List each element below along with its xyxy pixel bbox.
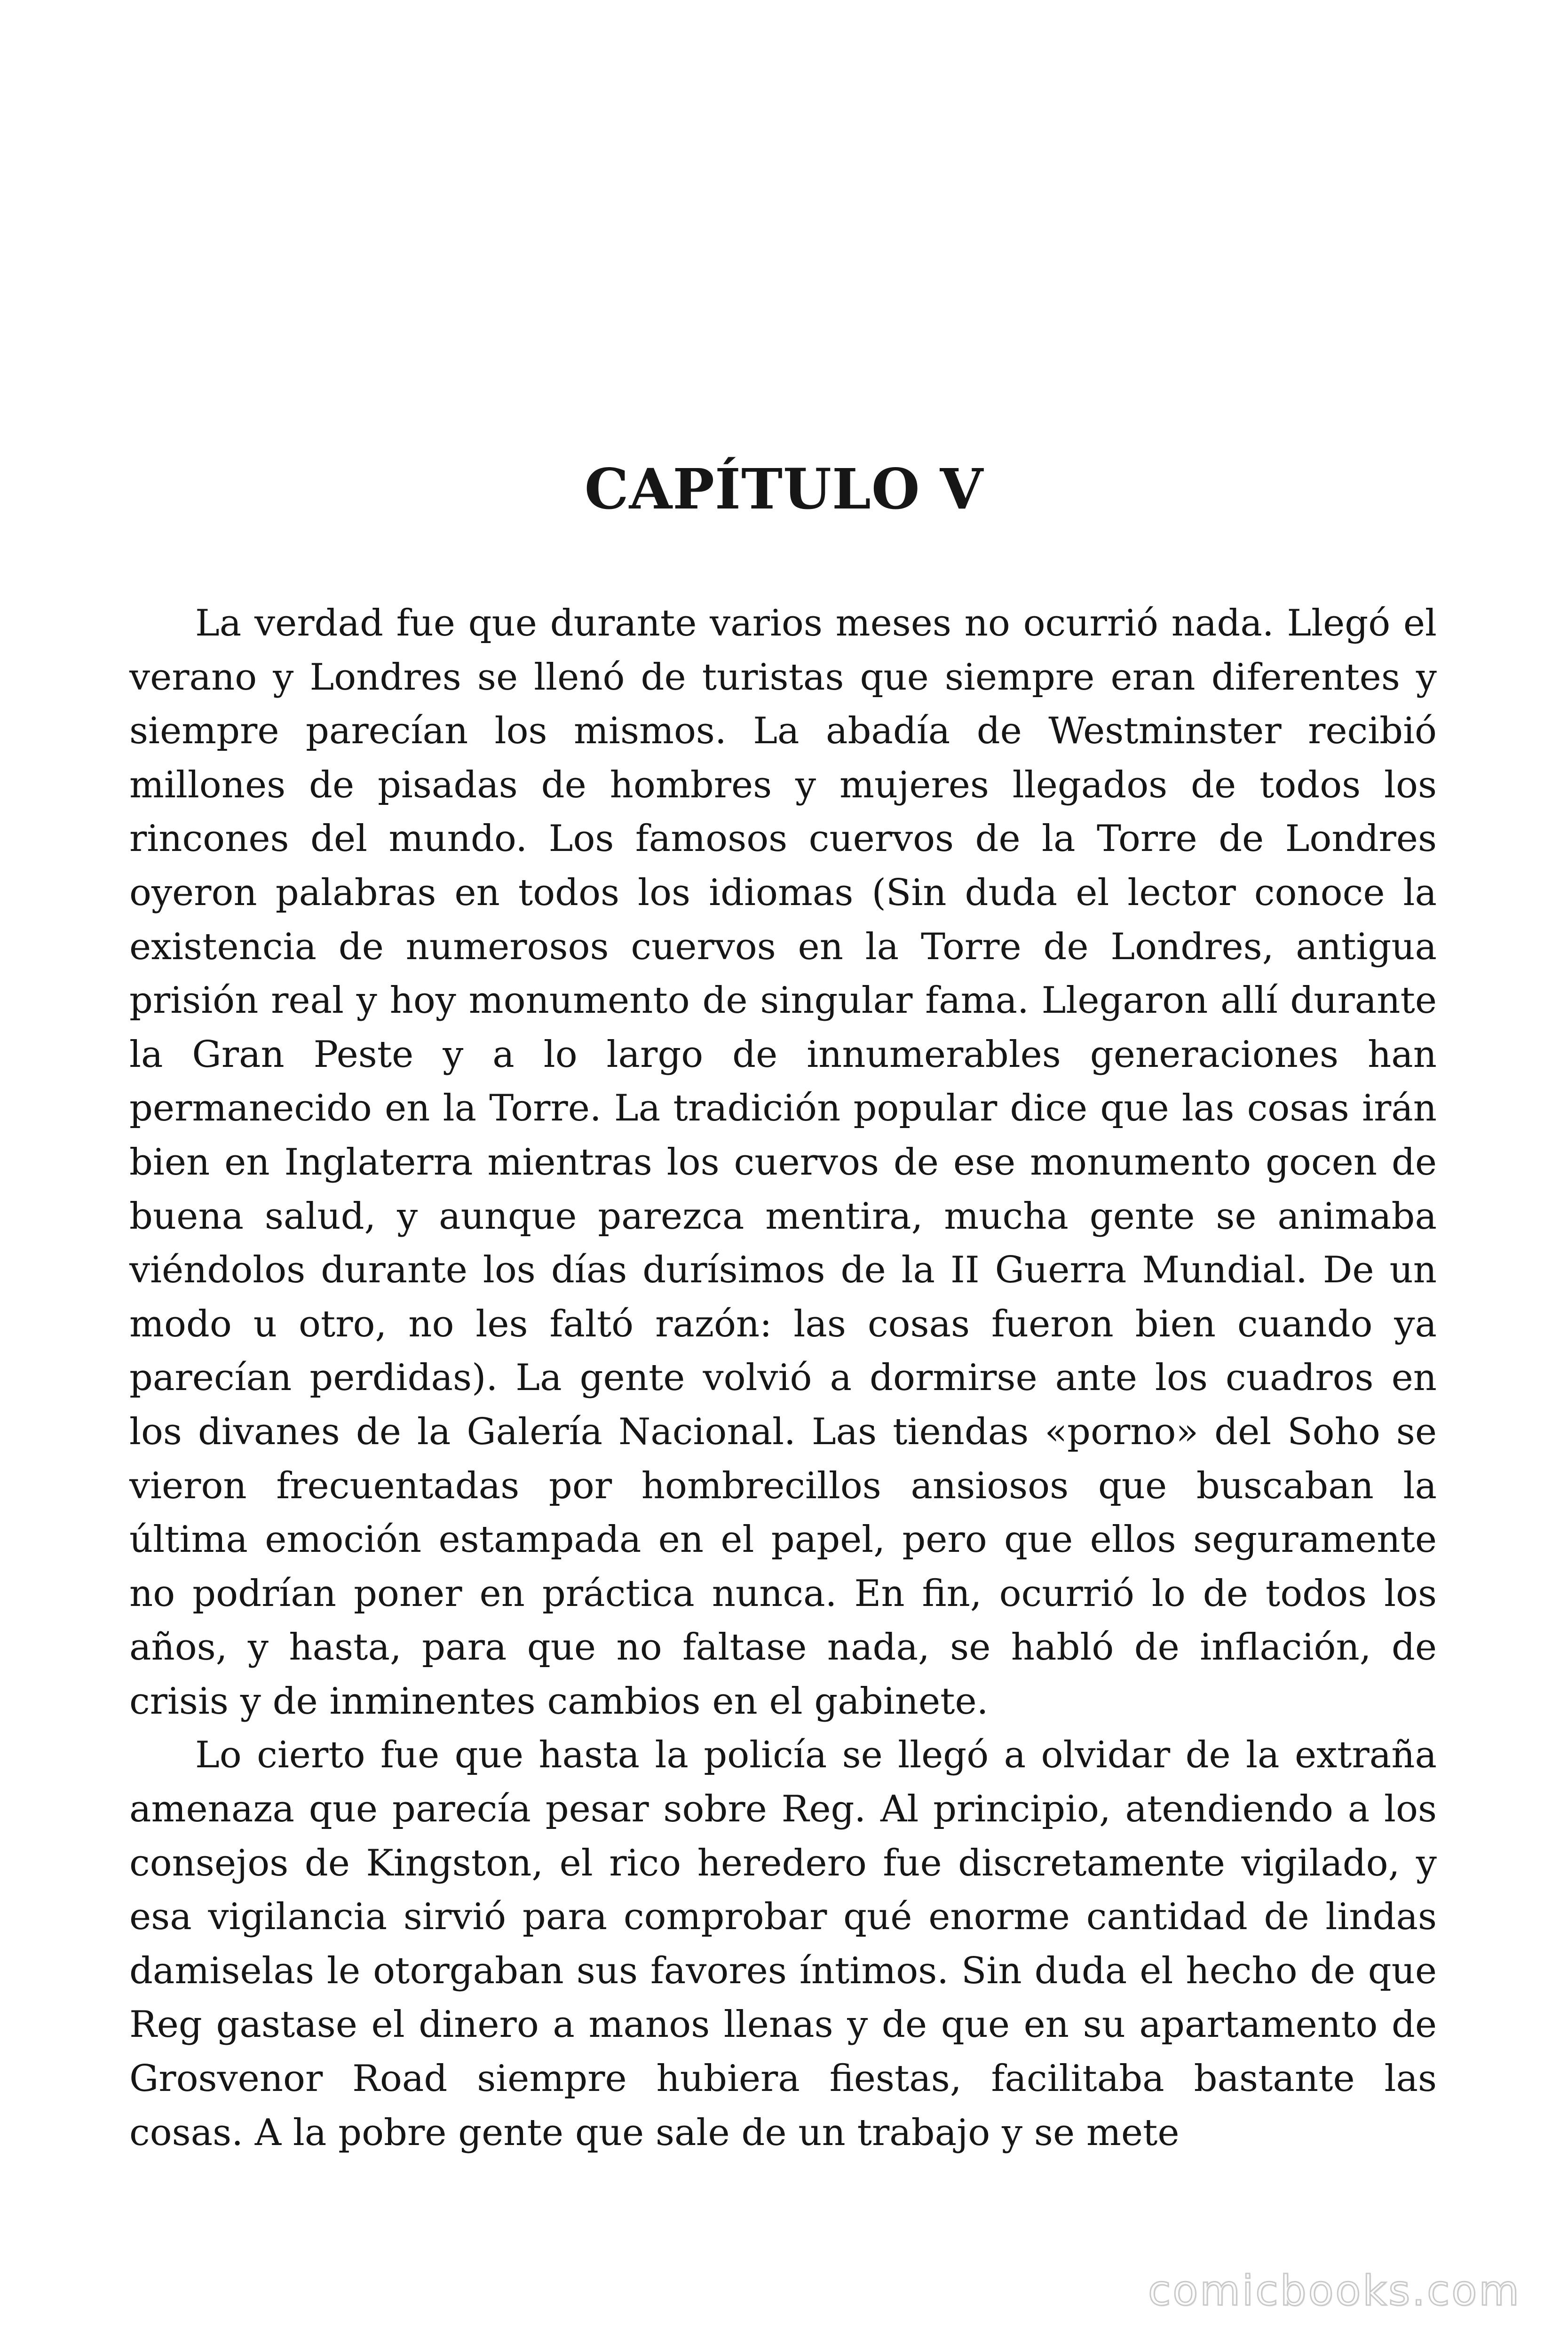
chapter-body bbox=[129, 596, 1437, 2160]
chapter-title: CAPÍTULO V bbox=[584, 456, 984, 522]
watermark: comicbooks.com bbox=[1148, 2266, 1521, 2315]
paragraph-1: La verdad fue que durante varios meses no ocurrió nada. Llegó el verano y Londres se llenó de turistas que siempre eran diferentes y siempre parecían los mismos. La abadía de Westminster recibió millones de pisadas de hombres y mujeres llegados de todos los rincones del mundo. Los famosos cuervos de la Torre de Londres oyeron palabras en todos los idiomas (Sin duda el lector conoce la existencia de numerosos cuervos en la Torre de Londres, antigua prisión real y hoy monumento de singular fama. Llegaron allí durante la Gran Peste y a lo largo de innumerables generaciones han permanecido en la Torre. La tradición popular dice que las cosas irán bien en Inglaterra mientras los cuervos de ese monumento gocen de buena salud, y aunque parezca mentira, mucha gente se animaba viéndolos durante los días durísimos de la II Guerra Mundial. De un modo u otro, no les faltó razón: las cosas fueron bien cuando ya parecían perdidas). La gente volvió a dormirse ante los cuadros en los divanes de la Galería Nacional. Las tiendas «porno» del Soho se vieron frecuentadas por hombrecillos ansiosos que buscaban la última emoción estampada en el papel, pero que ellos seguramente no podrían poner en práctica nunca. En fin, ocurrió lo de todos los años, y hasta, para que no faltase nada, se habló de inflación, de crisis y de inminentes cambios en el gabinete. bbox=[129, 602, 1437, 1723]
paragraph-2: Lo cierto fue que hasta la policía se llegó a olvidar de la extraña amenaza que parecía pesar sobre Reg. Al principio, atendiendo a los consejos de Kingston, el rico heredero fue discretamente vigilado, y esa vigilancia sirvió para comprobar qué enorme cantidad de lindas damiselas le otorgaban sus favores íntimos. Sin duda el hecho de que Reg gastase el dinero a manos llenas y de que en su apartamento de Grosvenor Road siempre hubiera fiestas, facilitaba bastante las cosas. A la pobre gente que sale de un trabajo y se mete bbox=[129, 1734, 1437, 2154]
